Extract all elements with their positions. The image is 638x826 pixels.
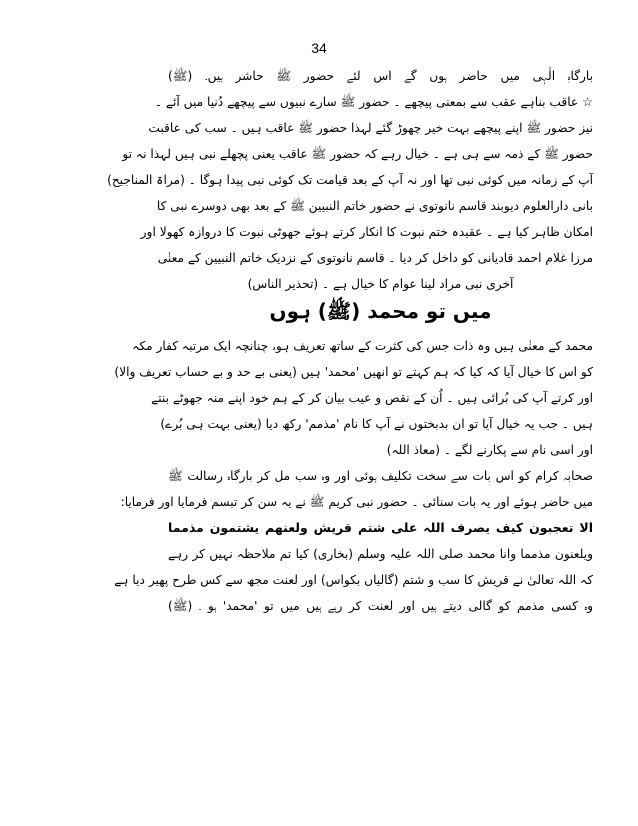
text-line: مرزا غلام احمد قادیانی کو داخل کر دیا ۔ قاسم نانوتوی کے نزدیک خاتم النبیین کے معنٰی	[157, 251, 593, 265]
text-line: وہ کسی مذمم کو گالی دیتے ہیں اور لعنت کر رہے ہیں میں تو 'محمد' ہو ۔ (ﷺ)	[168, 599, 593, 613]
section-heading: میں تو محمد (ﷺ) ہوں	[269, 299, 492, 323]
text-line: کو اس کا خیال آیا کہ کیا کہ ہم کہتے تو انھیں 'محمد' ہیں (یعنی بے حد و بے حساب تعریف والا)	[114, 365, 593, 379]
text-line: اور اسی نام سے پکارنے لگے ۔ (معاذ اللہ)	[386, 443, 593, 457]
text-line: ☆ عاقب بناہے عقب سے بمعنی پیچھے ۔ حضور ﷺ سارے نبیوں سے پیچھے دُنیا میں آئے ۔	[154, 95, 593, 109]
section-intro	[107, 66, 593, 300]
text-line: بانی دارالعلوم دیوبند قاسم نانوتوی نے حضور خاتم النبیین ﷺ کے بعد بھی دوسرے نبی کا	[156, 199, 593, 213]
text-line: بارگاہِ الٰہی میں حاضر ہوں گے اس لئے حضور ﷺ حاشر ہیں۔ (ﷺ)	[168, 69, 593, 83]
page-number: 34	[311, 40, 327, 56]
text-line: ہیں ۔ جب یہ خیال آیا تو ان بدبختوں نے آپ کا نام 'مذمم' رکھ دیا (یعنی بہت ہی بُرے)	[160, 417, 593, 431]
text-line: آپ کے زمانہ میں کوئی نبی تھا اور نہ آپ کے بعد قیامت تک کوئی نبی پیدا ہوگا ۔ (مراۃ المناجیح)	[107, 173, 593, 187]
hadith-line: الا تعجبون کیف یصرف اللہ علی شتم قریش ولعنهم یشتمون مذمما	[168, 520, 593, 535]
text-line: محمد کے معنٰی ہیں وہ ذات جس کی کثرت کے ساتھ تعریف ہو، چنانچہ ایک مرتبہ کفار مکہ	[132, 339, 593, 353]
section-body	[114, 336, 593, 622]
text-line: حضور ﷺ کے ذمہ سے ہی ہے ۔ خیال رہے کہ حضور ﷺ عاقب یعنی پچھلے نبی ہیں لہذا نہ تو	[122, 147, 593, 161]
text-line: نیز حضور ﷺ اپنے پیچھے بہت خیر چھوڑ گئے لہذا حضور ﷺ عاقب ہیں ۔ سب کی عاقبت	[148, 121, 593, 135]
text-line: ویلعنون مذمما وانا محمد صلی اللہ علیہ وسلم (بخاری) کیا تم ملاحظہ نہیں کر رہے	[168, 547, 593, 561]
text-line: آخری نبی مراد لینا عوام کا خیال ہے ۔ (تحذیر الناس)	[247, 277, 514, 291]
text-line: میں حاضر ہوئے اور یہ بات سنائی ۔ حضور نبی کریم ﷺ نے یہ سن کر تبسم فرمایا اور فرمایا:	[120, 495, 593, 509]
text-line: اور کرتے آپ کی بُرائی ہیں ۔ اُن کے نقص و عیب بیان کر کے ہم خود اپنے منہ جھوٹے بنتے	[151, 391, 593, 405]
text-line: کہ اللہ تعالیٰ نے قریش کا سب و شتم (گالیاں بکواس) اور لعنت مجھ سے کس طرح پھیر دیا ہے	[114, 573, 593, 587]
text-line: امکان ظاہر کیا ہے ۔ عقیدہ ختم نبوت کا انکار کرتے ہوئے جھوٹی نبوت کا دروازہ کھولا اور	[140, 225, 593, 239]
text-line: صحابہ کرام کو اس بات سے سخت تکلیف ہوئی اور وہ سب مل کر بارگاہ رسالت ﷺ	[168, 469, 593, 483]
